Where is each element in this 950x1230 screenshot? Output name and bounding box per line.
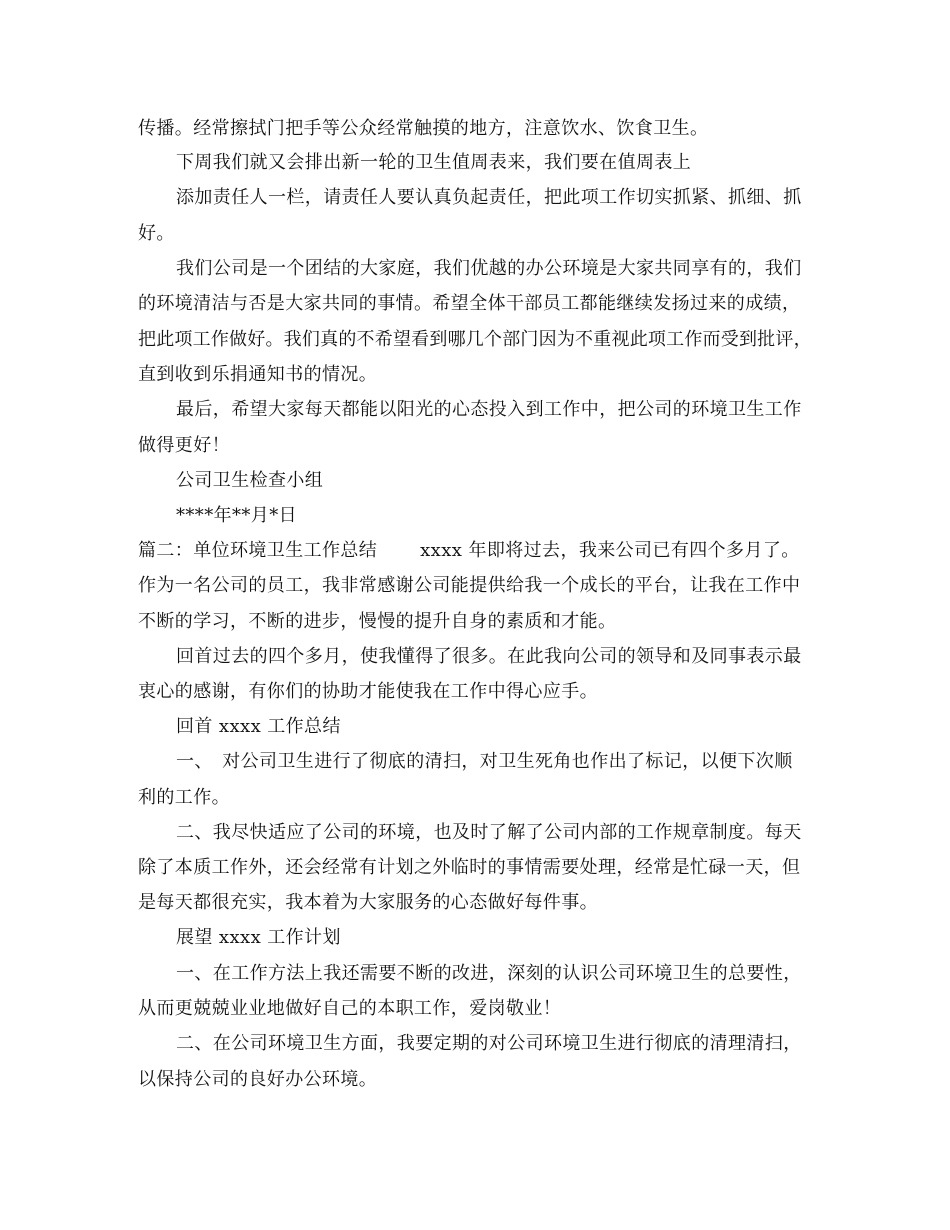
text-line: 做得更好！ [138, 435, 230, 456]
text-line: 直到收到乐捐通知书的情况。 [138, 364, 378, 385]
text-line: 添加责任人一栏，请责任人要认真负起责任，把此项工作切实抓紧、抓细、抓 [176, 187, 802, 208]
text-line: 除了本质工作外，还会经常有计划之外临时的事情需要处理，经常是忙碌一天，但 [138, 857, 801, 878]
text-line: 二、我尽快适应了公司的环境，也及时了解了公司内部的工作规章制度。每天 [176, 822, 802, 843]
text-line: 不断的学习，不断的进步，慢慢的提升自身的素质和才能。 [138, 611, 617, 632]
text-line: 好。 [138, 223, 175, 244]
text-line: 一、 对公司卫生进行了彻底的清扫，对卫生死角也作出了标记，以便下次顺 [176, 751, 793, 772]
text-line: 传播。经常擦拭门把手等公众经常触摸的地方，注意饮水、饮食卫生。 [138, 118, 709, 139]
text-line: 我们公司是一个团结的大家庭，我们优越的办公环境是大家共同享有的，我们 [176, 258, 802, 279]
text-line: 二、在公司环境卫生方面，我要定期的对公司环境卫生进行彻底的清理清扫， [176, 1033, 802, 1054]
text-line: 一、在工作方法上我还需要不断的改进，深刻的认识公司环境卫生的总要性， [176, 963, 802, 984]
text-line: 以保持公司的良好办公环境。 [138, 1069, 378, 1090]
text-line: ****年**月*日 [176, 505, 297, 526]
text-line: 回首 xxxx 工作总结 [176, 716, 341, 737]
text-line: 作为一名公司的员工，我非常感谢公司能提供给我一个成长的平台，让我在工作中 [138, 575, 801, 596]
text-line: 的环境清洁与否是大家共同的事情。希望全体干部员工都能继续发扬过来的成绩， [138, 293, 801, 314]
text-line: 衷心的感谢，有你们的协助才能使我在工作中得心应手。 [138, 681, 598, 702]
text-line: 展望 xxxx 工作计划 [176, 927, 341, 948]
text-line: 下周我们就又会排出新一轮的卫生值周表来，我们要在值周表上 [176, 152, 692, 173]
text-line: 最后，希望大家每天都能以阳光的心态投入到工作中，把公司的环境卫生工作 [176, 399, 802, 420]
text-line: 回首过去的四个多月，使我懂得了很多。在此我向公司的领导和及同事表示最 [176, 646, 802, 667]
text-line: 是每天都很充实，我本着为大家服务的心态做好每件事。 [138, 892, 598, 913]
text-line: 篇二：单位环境卫生工作总结 xxxx 年即将过去，我来公司已有四个多月了。 [138, 540, 800, 561]
text-line: 公司卫生检查小组 [176, 470, 324, 491]
text-line: 利的工作。 [138, 787, 230, 808]
text-line: 把此项工作做好。我们真的不希望看到哪几个部门因为不重视此项工作而受到批评， [138, 329, 812, 350]
text-line: 从而更兢兢业业地做好自己的本职工作，爱岗敬业！ [138, 998, 562, 1019]
